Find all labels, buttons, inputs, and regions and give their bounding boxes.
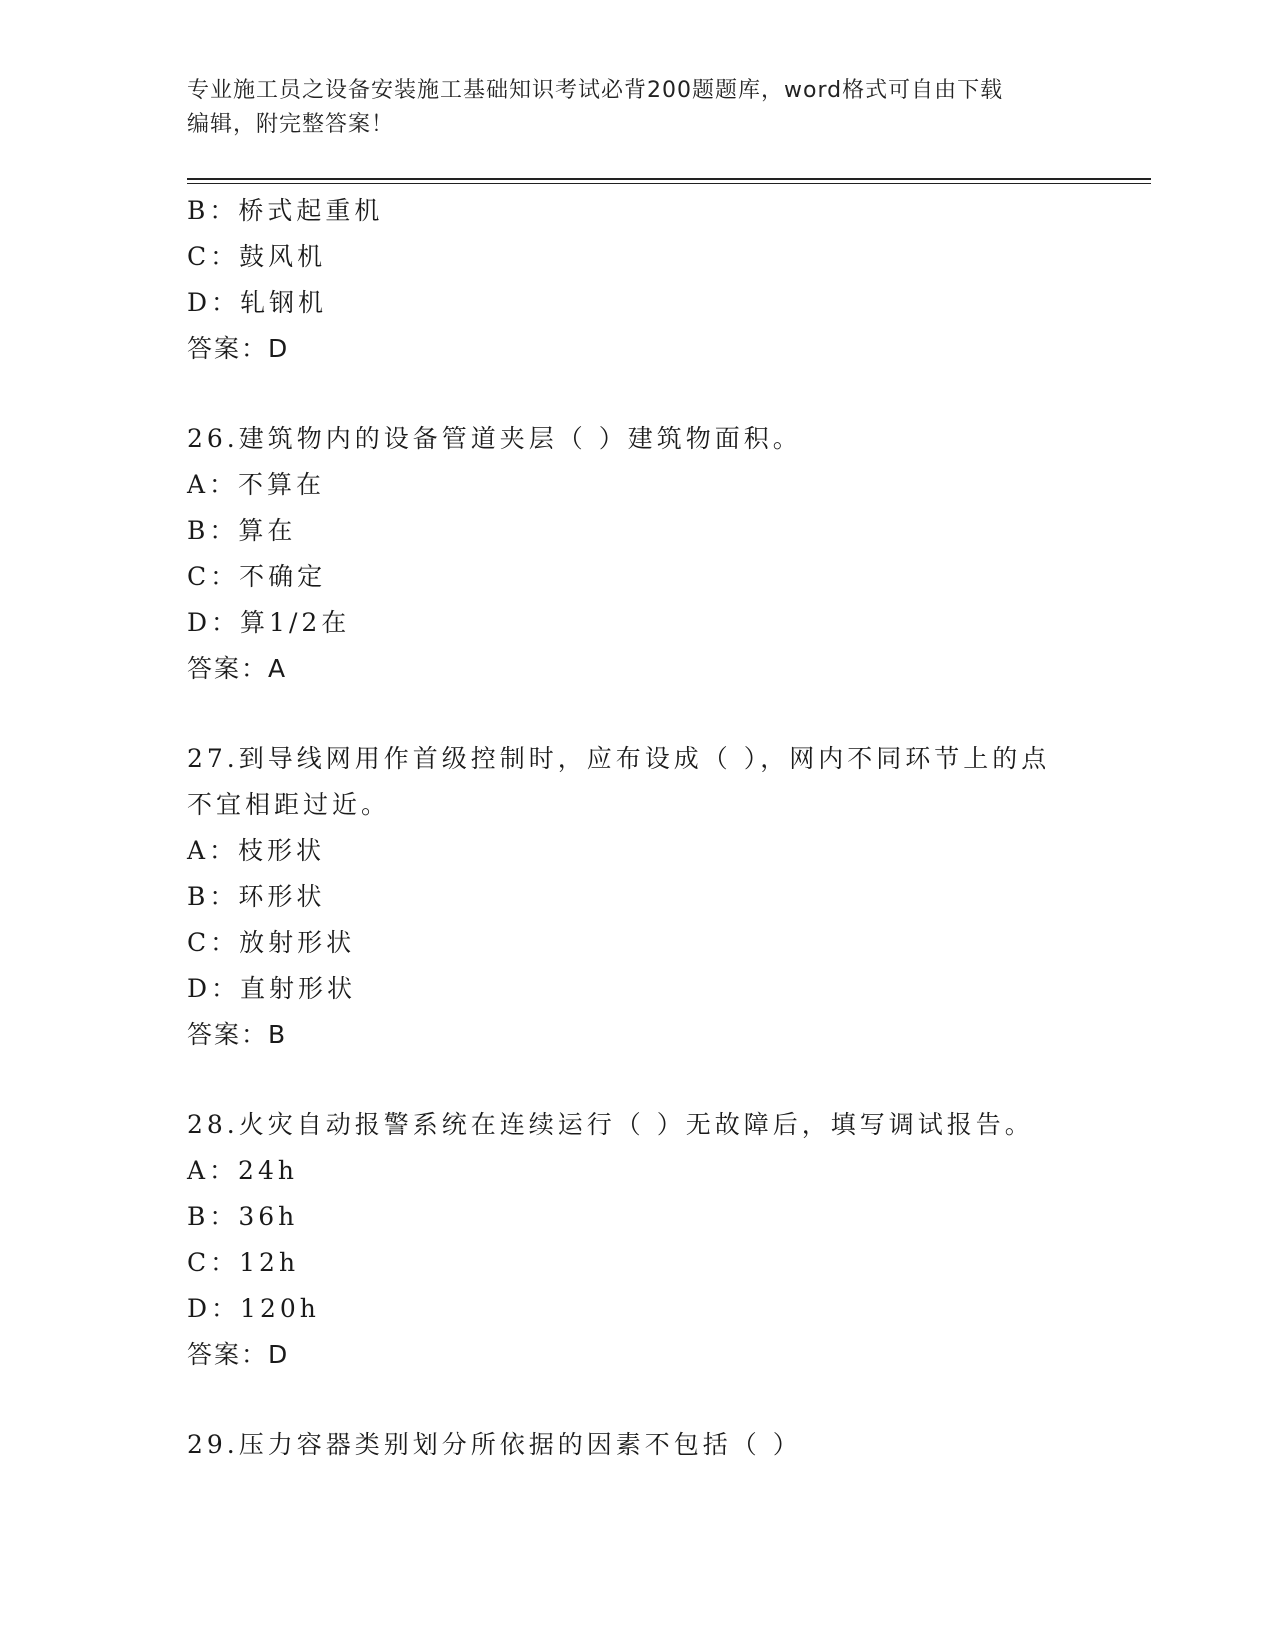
question-25-tail [187, 188, 1087, 372]
question-text: 29.压力容器类别划分所依据的因素不包括（ ） [187, 1430, 802, 1459]
question-text-line-2: 不宜相距过近。 [187, 790, 391, 819]
spacer [187, 692, 1087, 736]
spacer [187, 372, 1087, 416]
question-text: 26.建筑物内的设备管道夹层（ ）建筑物面积。 [187, 424, 802, 453]
header-divider-thick [187, 178, 1151, 180]
option-d: D：算1/2在 [187, 608, 351, 637]
option-c: C：鼓风机 [187, 242, 327, 271]
header-line-1: 专业施工员之设备安装施工基础知识考试必背200题题库，word格式可自由下载 [187, 78, 1004, 103]
option-b: B：环形状 [187, 882, 326, 911]
option-d: D：轧钢机 [187, 288, 328, 317]
question-text-line-1: 27.到导线网用作首级控制时，应布设成（ ），网内不同环节上的点 [187, 744, 1051, 773]
option-c: C：不确定 [187, 562, 327, 591]
spacer [187, 1058, 1087, 1102]
option-b: B：36h [187, 1202, 299, 1231]
answer-label: 答案：B [187, 1020, 288, 1049]
question-27 [187, 736, 1087, 1058]
question-26 [187, 416, 1087, 692]
option-b: B：算在 [187, 516, 297, 545]
document-header [187, 74, 1067, 142]
option-d: D：直射形状 [187, 974, 357, 1003]
answer-label: 答案：D [187, 334, 290, 363]
option-c: C：12h [187, 1248, 300, 1277]
question-text: 28.火灾自动报警系统在连续运行（ ）无故障后，填写调试报告。 [187, 1110, 1034, 1139]
option-a: A：24h [187, 1156, 298, 1185]
question-list [187, 188, 1087, 1468]
option-b: B：桥式起重机 [187, 196, 384, 225]
option-a: A：枝形状 [187, 836, 326, 865]
header-divider-thin [187, 183, 1151, 184]
header-line-2: 编辑，附完整答案！ [187, 112, 395, 137]
answer-label: 答案：D [187, 1340, 290, 1369]
option-a: A：不算在 [187, 470, 326, 499]
option-c: C：放射形状 [187, 928, 356, 957]
option-d: D：120h [187, 1294, 320, 1323]
answer-label: 答案：A [187, 654, 288, 683]
question-29 [187, 1422, 1087, 1468]
spacer [187, 1378, 1087, 1422]
question-28 [187, 1102, 1087, 1378]
